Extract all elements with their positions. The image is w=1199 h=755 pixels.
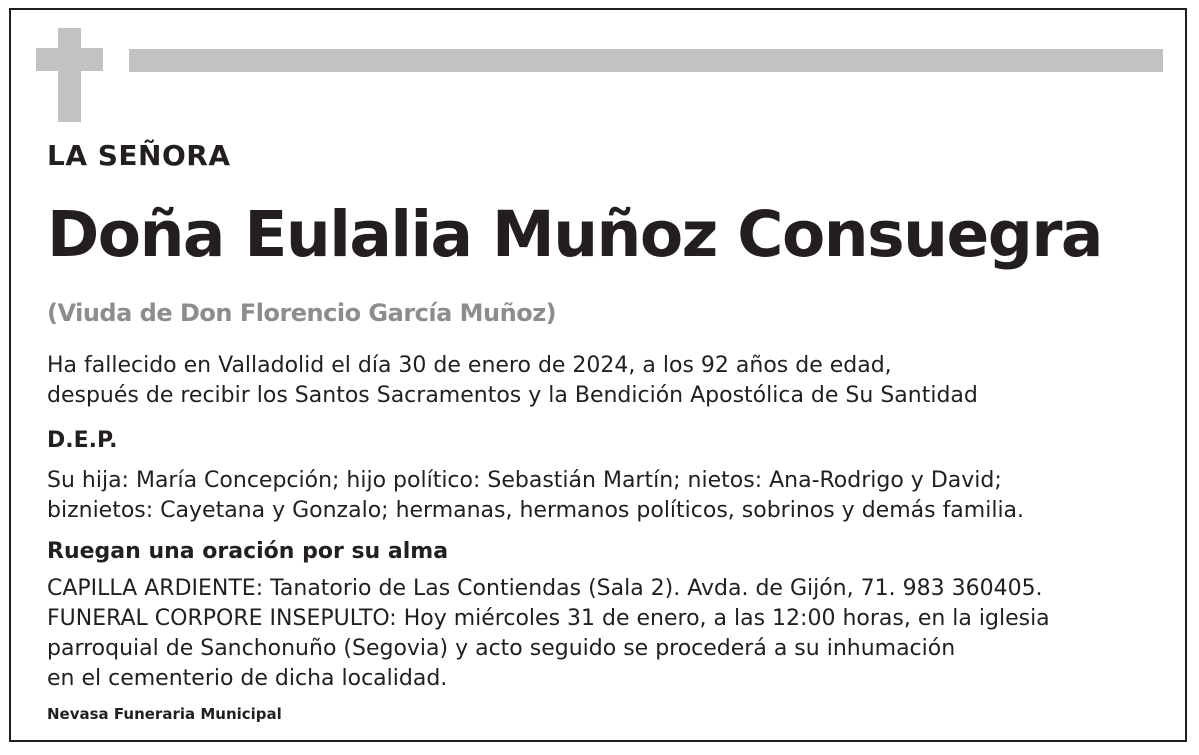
service-line: FUNERAL CORPORE INSEPULTO: Hoy miércoles 31 de enero, a las 12:00 horas, en la iglesia (47, 606, 1050, 631)
service-line: parroquial de Sanchonuño (Segovia) y acto seguido se procederá a su inhumación (47, 636, 956, 661)
family-line: Su hija: María Concepción; hijo político: Sebastián Martín; nietos: Ana-Rodrigo y David; (47, 468, 1002, 493)
prayer-request: Ruegan una oración por su alma (47, 539, 449, 564)
death-line: después de recibir los Santos Sacramentos y la Bendición Apostólica de Su Santidad (47, 383, 978, 408)
deceased-name: Doña Eulalia Muñoz Consuegra (47, 198, 1102, 271)
rip-abbreviation: D.E.P. (47, 428, 118, 453)
service-details (47, 574, 1050, 694)
widow-of: (Viuda de Don Florencio García Muñoz) (47, 299, 557, 327)
death-announcement (47, 351, 978, 411)
funeral-home: Nevasa Funeraria Municipal (47, 705, 282, 723)
family-line: biznietos: Cayetana y Gonzalo; hermanas, hermanos políticos, sobrinos y demás familia. (47, 498, 1025, 523)
cross-vertical-beam (58, 28, 81, 122)
family-list (47, 466, 1024, 526)
death-line: Ha fallecido en Valladolid el día 30 de enero de 2024, a los 92 años de edad, (47, 353, 892, 378)
service-line: en el cementerio de dicha localidad. (47, 666, 448, 691)
header-rule (129, 49, 1163, 72)
cross-horizontal-beam (36, 48, 103, 71)
honorific: LA SEÑORA (47, 139, 231, 172)
service-line: CAPILLA ARDIENTE: Tanatorio de Las Contiendas (Sala 2). Avda. de Gijón, 71. 983 360405. (47, 576, 1043, 601)
